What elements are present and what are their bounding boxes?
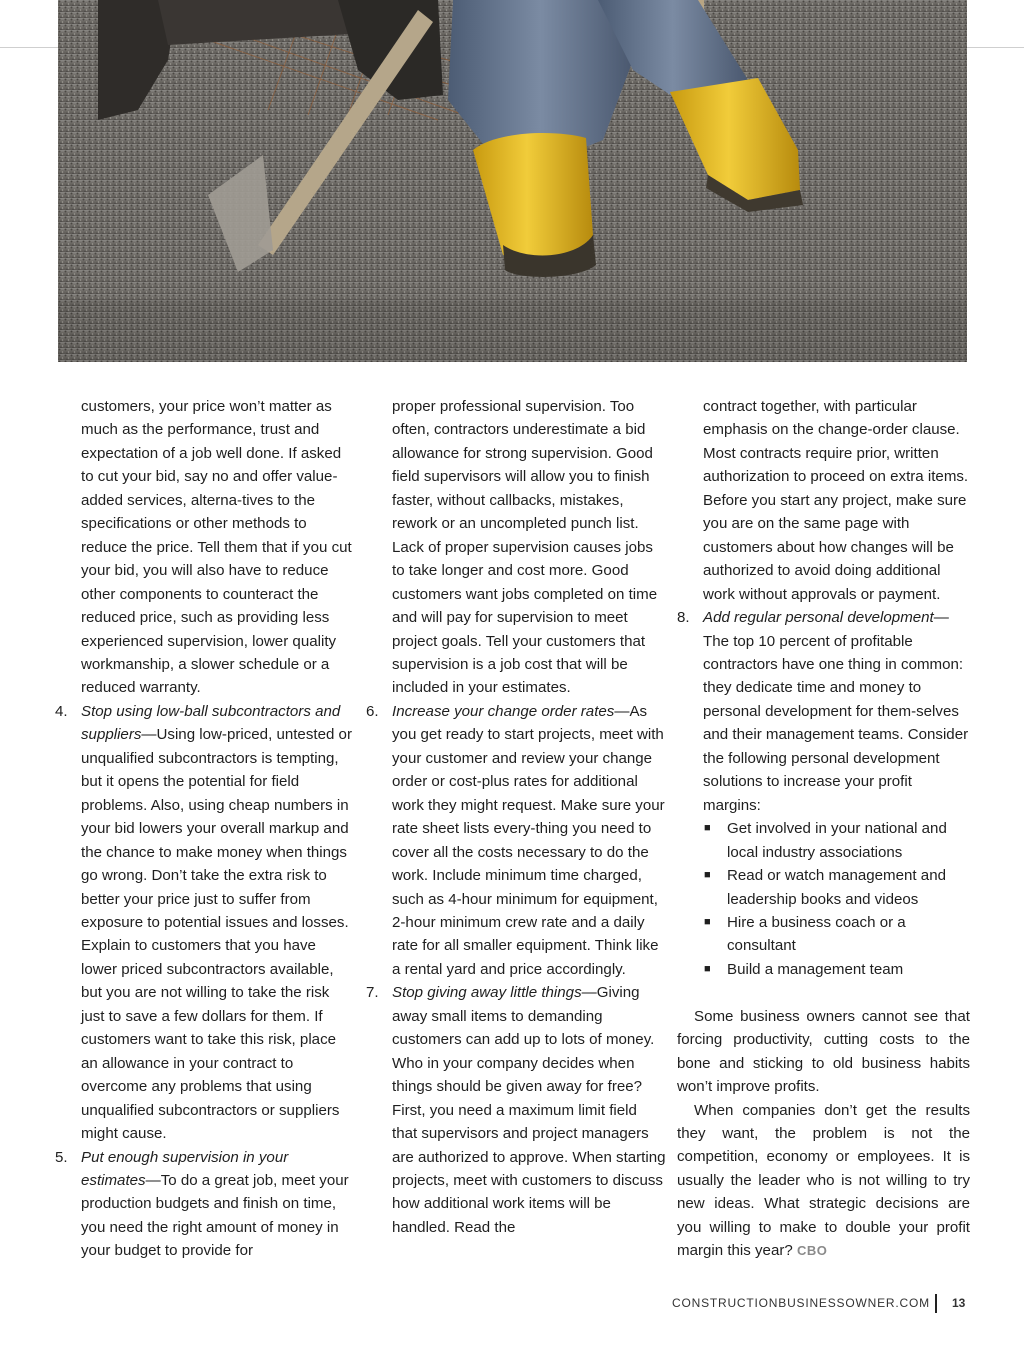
concrete-pour-photo xyxy=(58,0,967,362)
bullet-item xyxy=(703,911,970,958)
list-number: 5. xyxy=(55,1148,68,1166)
square-bullet-icon: ■ xyxy=(704,822,711,835)
list-item-6 xyxy=(366,700,666,981)
list-item-text: —Using low-priced, untested or unqualified subcontractors is tempting, but it opens the potential for field problems. Also, using cheap numbers in your bid lowers your overall markup and the chance to make money when things go wrong. Don’t take the extra risk to better your price just to suffer from exposure to potential issues and losses. Explain to customers that you have lower priced subcontractors available, but you are not willing to take the risk just to save a few dollars for them. If customers want to take this risk, place an allowance in your contract to overcome any problems that using unqualified subcontractors or suppliers might cause. xyxy=(81,726,352,1143)
list-item-title: Stop using low-ball subcontractors and suppliers xyxy=(81,702,341,744)
list-item-text: —The top 10 percent of profitable contractors have one thing in common: they dedicate time and money to personal development for them-selves and their management teams. Consider the following personal development solutions to increase your profit margins: xyxy=(703,609,969,814)
spacer xyxy=(677,981,970,1004)
closing-paragraph-text: When companies don’t get the results they want, the problem is not the competition, economy or employees. It is usually the leader who is not willing to try new ideas. What strategic decisions are you willing to make to double your profit margin this year? xyxy=(677,1101,970,1260)
list-item-5 xyxy=(55,1146,355,1263)
list-item-text: —Giving away small items to demanding customers can add up to lots of money. Who in your company decides when things should be given away for free? First, you need a maximum limit field that supervisors and project managers are authorized to approve. When starting projects, meet with customers to discuss how additional work items will be handled. Read the xyxy=(392,984,666,1236)
bullet-item xyxy=(703,817,970,864)
bullet-text: Build a management team xyxy=(727,960,904,978)
list-item-text: —To do a great job, meet your production budgets and finish on time, you need the right amount of money in your budget to provide for xyxy=(81,1171,349,1260)
footer-website[interactable]: CONSTRUCTIONBUSINESSOWNER.COM xyxy=(672,1296,930,1310)
bullet-item xyxy=(703,958,970,981)
list-item-title: Add regular personal development xyxy=(703,609,934,627)
top-left-hairline xyxy=(0,47,58,48)
article-column-2 xyxy=(366,395,666,1239)
bullet-text: Read or watch management and leadership books and videos xyxy=(727,867,946,908)
list-item-4 xyxy=(55,700,355,1146)
list-item-title: Stop giving away little things xyxy=(392,984,582,1002)
list-item-8 xyxy=(677,606,970,817)
top-right-hairline xyxy=(967,47,1024,48)
footer-divider xyxy=(935,1294,937,1313)
list-item-7 xyxy=(366,981,666,1239)
col1-continued-text: customers, your price won’t matter as much as the performance, trust and expectation of a job well done. If asked to cut your bid, say no and offer value-added services, alterna-tives to the specifications or other methods to reduce the price. Tell them that if you cut your bid, you will also have to reduce other components to counteract the reduced price, such as providing less experienced supervision, lower quality workmanship, a slower schedule or a reduced warranty. xyxy=(81,398,352,697)
list-number: 6. xyxy=(366,702,379,720)
col3-continued-text: contract together, with particular emphasis on the change-order clause. Most contracts require prior, written authorization to proceed on extra items. Before you start any project, make sure you are on the same page with customers about how changes will be authorized to avoid doing additional work without approvals or payment. xyxy=(703,398,969,603)
concrete-pour-illustration xyxy=(58,0,967,362)
article-column-3 xyxy=(677,395,970,1263)
article-column-1 xyxy=(55,395,355,1263)
square-bullet-icon: ■ xyxy=(704,962,711,975)
list-item-text: —As you get ready to start projects, meet with your customer and review your change order or cost-plus rates for additional work they might request. Make sure your rate sheet lists every-thing you need to cover all the costs necessary to do the work. Include minimum time charged, such as 4-hour minimum for equipment, 2-hour minimum crew rate and a daily rate for all smaller equipment. Think like a rental yard and price accordingly. xyxy=(392,702,665,978)
list-number: 4. xyxy=(55,702,68,720)
development-bullet-list xyxy=(703,817,970,981)
list-number: 8. xyxy=(677,609,690,627)
bullet-item xyxy=(703,864,970,911)
square-bullet-icon: ■ xyxy=(704,869,711,882)
closing-paragraph-1: Some business owners cannot see that forcing productivity, cutting costs to the bone and sticking to old business habits won’t improve profits. xyxy=(677,1007,970,1096)
cbo-signoff: CBO xyxy=(796,1243,828,1259)
closing-paragraph-2 xyxy=(677,1099,970,1263)
list-number: 7. xyxy=(366,984,379,1002)
page-number: 13 xyxy=(952,1296,966,1310)
square-bullet-icon: ■ xyxy=(704,915,711,928)
bullet-text: Get involved in your national and local industry associations xyxy=(727,820,947,861)
bullet-text: Hire a business coach or a consultant xyxy=(727,913,906,955)
list-item-title: Increase your change order rates xyxy=(392,702,615,720)
col2-continued-text: proper professional supervision. Too often, contractors underestimate a bid allowance for strong supervision. Good field supervisors will allow you to finish faster, without callbacks, mistakes, rework or an uncompleted punch list. Lack of proper supervision causes jobs to take longer and cost more. Good customers want jobs completed on time and will pay for supervision to meet project goals. Tell your customers that supervision is a job cost that will be included in your estimates. xyxy=(392,398,658,697)
list-item-title: Put enough supervision in your estimates xyxy=(81,1148,289,1189)
